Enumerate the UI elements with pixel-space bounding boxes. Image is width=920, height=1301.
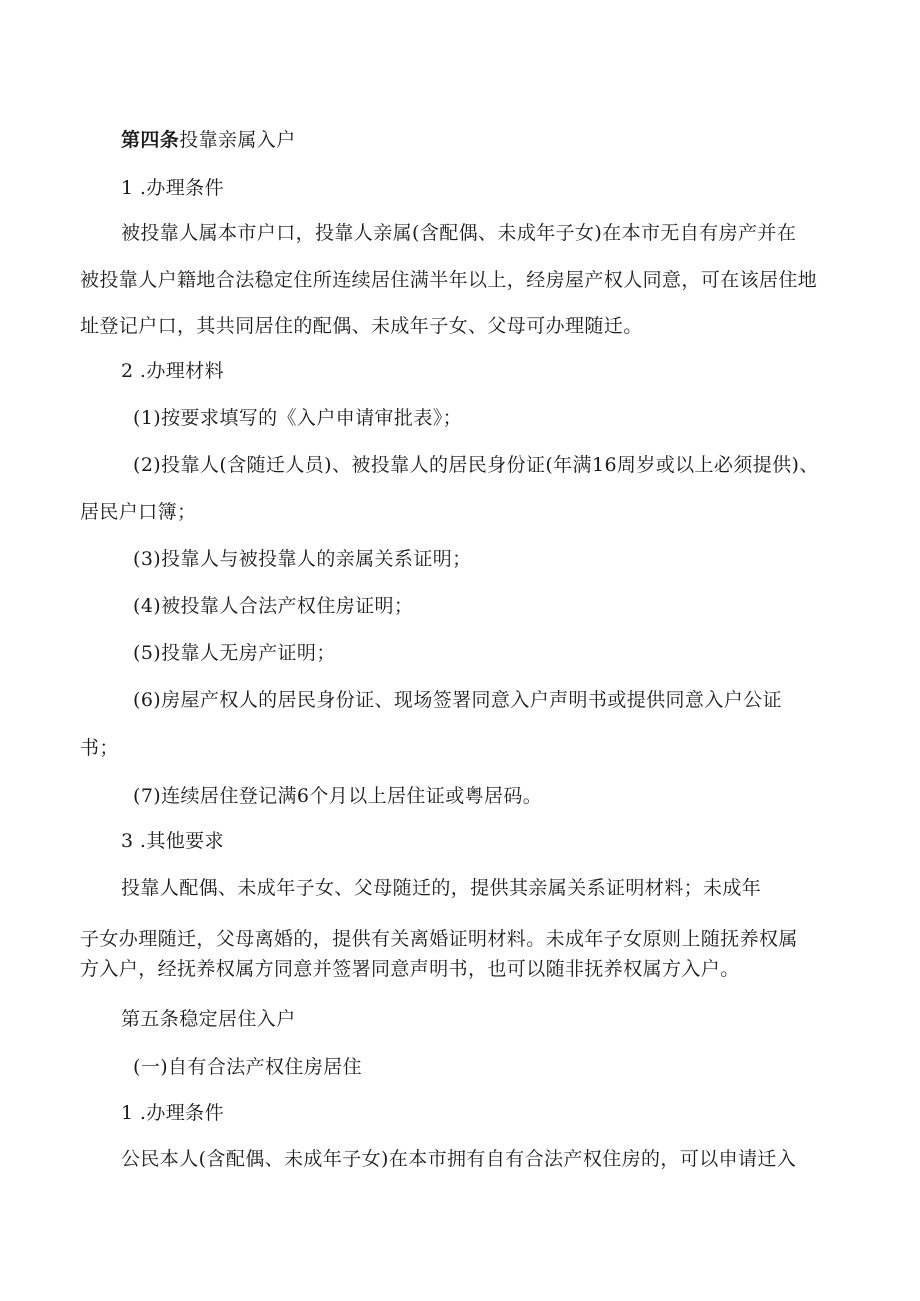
article-5-section-1-text-line-1: 公民本人(含配偶、未成年子女)在本市拥有自有合法产权住房的，可以申请迁入 xyxy=(121,1148,797,1170)
material-item-4: (4)被投靠人合法产权住房证明； xyxy=(133,595,414,617)
article-4-section-1-text-line-3: 址登记户口，其共同居住的配偶、未成年子女、父母可办理随迁。 xyxy=(80,315,643,337)
material-item-3: (3)投靠人与被投靠人的亲属关系证明； xyxy=(133,548,472,570)
material-item-6-line-1: (6)房屋产权人的居民身份证、现场签署同意入户声明书或提供同意入户公证 xyxy=(133,689,782,711)
article-4-section-1-text-line-1: 被投靠人属本市户口，投靠人亲属(含配偶、未成年子女)在本市无自有房产并在 xyxy=(121,222,797,244)
article-4-section-1-text-line-2: 被投靠人户籍地合法稳定住所连续居住满半年以上，经房屋产权人同意，可在该居住地 xyxy=(80,269,818,291)
article-4-section-3-text-line-2: 子女办理随迁，父母离婚的，提供有关离婚证明材料。未成年子女原则上随抚养权属 xyxy=(80,928,798,950)
article-4-section-1-title: 1 .办理条件 xyxy=(121,177,224,199)
article-4-heading xyxy=(121,127,296,153)
material-item-2-line-2: 居民户口簿； xyxy=(80,501,197,523)
article-4-section-3-text-line-1: 投靠人配偶、未成年子女、父母随迁的，提供其亲属关系证明材料；未成年 xyxy=(121,877,762,899)
article-4-title: 投靠亲属入户 xyxy=(179,129,296,151)
material-item-1: (1)按要求填写的《入户申请审批表》； xyxy=(133,407,463,429)
article-5-heading: 第五条稳定居住入户 xyxy=(121,1008,296,1030)
material-item-5: (5)投靠人无房产证明； xyxy=(133,642,336,664)
material-item-2-line-1: (2)投靠人(含随迁人员)、被投靠人的居民身份证(年满16周岁或以上必须提供)、 xyxy=(133,454,819,476)
article-4-number: 第四条 xyxy=(121,129,180,151)
material-item-6-line-2: 书； xyxy=(80,737,119,759)
article-4-section-3-title: 3 .其他要求 xyxy=(121,830,224,852)
article-5-subsection-1-title: (一)自有合法产权住房居住 xyxy=(133,1056,363,1078)
material-item-7: (7)连续居住登记满6个月以上居住证或粤居码。 xyxy=(133,785,543,807)
article-4-section-3-text-line-3: 方入户，经抚养权属方同意并签署同意声明书，也可以随非抚养权属方入户。 xyxy=(80,958,740,980)
article-4-section-2-title: 2 .办理材料 xyxy=(121,360,224,382)
article-5-section-1-title: 1 .办理条件 xyxy=(121,1102,224,1124)
